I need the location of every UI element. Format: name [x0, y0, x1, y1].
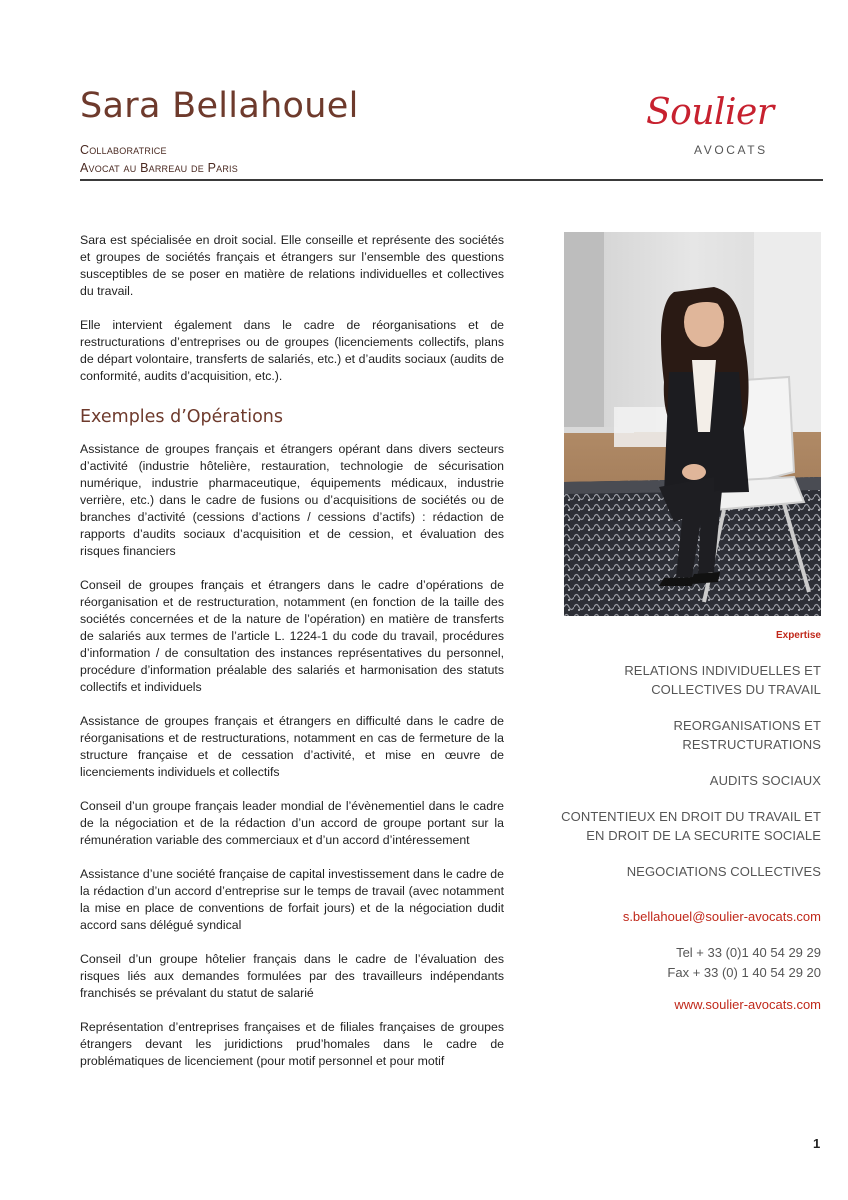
header-divider	[80, 179, 823, 181]
bar-membership: Avocat au Barreau de Paris	[80, 161, 238, 175]
expertise-area	[540, 771, 821, 790]
operation-item: Assistance de groupes français et étrangers en difficulté dans le cadre de réorganisations et de restructurations, notamment en cas de fermeture de la structure française et de cessation d’activité, et mise en œuvre de licenciements individuels et collectifs	[80, 714, 504, 779]
expertise-area	[540, 862, 821, 881]
main-column	[80, 232, 504, 1087]
expertise-area-line: REORGANISATIONS ET	[673, 718, 821, 733]
expertise-area-line: CONTENTIEUX EN DROIT DU TRAVAIL ET	[561, 809, 821, 824]
intro-paragraph: Elle intervient également dans le cadre de réorganisations et de restructurations d’entreprises ou de groupes (licenciements collectifs, plans de départ volontaire, transferts de salariés, etc.) et d’audits sociaux (audits de conformité, audits d’acquisition, etc.).	[80, 318, 504, 383]
intro-paragraph: Sara est spécialisée en droit social. Elle conseille et représente des sociétés et groupes de sociétés français et étrangers sur l’ensemble des questions susceptibles de se poser en matière de relations individuelles et collectives du travail.	[80, 233, 504, 298]
person-name: Sara Bellahouel	[80, 86, 359, 126]
expertise-area-line: COLLECTIVES DU TRAVAIL	[651, 682, 821, 697]
operation-item: Représentation d’entreprises françaises et de filiales françaises de groupes étrangers devant les juridictions prud’homales dans le cadre de problématiques de licenciement (pour motif personnel et pour motif	[80, 1020, 504, 1068]
expertise-area-line: EN DROIT DE LA SECURITE SOCIALE	[586, 828, 821, 843]
fax: Fax + 33 (0) 1 40 54 29 20	[667, 965, 821, 980]
expertise-label: Expertise	[775, 630, 821, 641]
expertise-area-line: RESTRUCTURATIONS	[682, 737, 821, 752]
email-link[interactable]: s.bellahouel@soulier-avocats.com	[622, 909, 821, 924]
logo-wordmark: Soulier	[646, 92, 774, 133]
job-title: Collaboratrice	[80, 143, 167, 157]
expertise-area-line: AUDITS SOCIAUX	[709, 773, 821, 788]
logo-subtitle: AVOCATS	[694, 143, 768, 157]
expertise-area	[540, 807, 821, 845]
operation-item: Assistance d’une société française de capital investissement dans le cadre de la rédaction d’un accord d’entreprise sur le temps de travail (avec notamment la mise en place de conventions de forfait jours) et de la négociation dudit accord sans délégué syndical	[80, 867, 504, 932]
expertise-area	[540, 716, 821, 754]
expertise-area	[540, 661, 821, 699]
page-number: 1	[813, 1136, 821, 1151]
website-link[interactable]: www.soulier-avocats.com	[674, 997, 821, 1012]
operation-item: Conseil d’un groupe français leader mondial de l’évènementiel dans le cadre de la négociation et de la rédaction d’un accord de groupe portant sur la rémunération variable des commerciaux et d’un accord d’intéressement	[80, 799, 504, 847]
telephone: Tel + 33 (0)1 40 54 29 29	[676, 945, 821, 960]
expertise-area-line: NEGOCIATIONS COLLECTIVES	[626, 864, 821, 879]
firm-logo	[640, 92, 820, 166]
portrait-photo	[564, 232, 821, 616]
operation-item: Conseil d’un groupe hôtelier français dans le cadre de l’évaluation des risques liés aux demandes formulées par des travailleurs indépendants franchisés se prévalant du statut de salarié	[80, 952, 504, 1000]
operation-item: Assistance de groupes français et étrangers opérant dans divers secteurs d’activité (industrie hôtelière, restauration, technologie de sécurisation numérique, industrie pharmaceutique, équipements médicaux, industrie verrière, etc.) dans le cadre de fusions ou d’acquisitions de sociétés ou de branches d’activité (cessions d’actions / cessions d’actifs) : rédaction de rapports d’audits sociaux d’acquisition et de cession, et évaluation des risques financiers	[80, 442, 504, 558]
operation-item: Conseil de groupes français et étrangers dans le cadre d’opérations de réorganisation et de restructuration, notamment (en fonction de la taille des sociétés concernées et de la nature de l’opération) en matière de transferts de salariés aux termes de l’article L. 1224-1 du code du travail, procédures d’information / de consultation des instances représentatives du personnel, procédure d’information préalable des salariés et harmonisation des statuts collectifs et individuels	[80, 578, 504, 694]
expertise-area-line: RELATIONS INDIVIDUELLES ET	[624, 663, 821, 678]
sidebar	[540, 630, 821, 1012]
operations-heading: Exemples d’Opérations	[80, 407, 283, 427]
